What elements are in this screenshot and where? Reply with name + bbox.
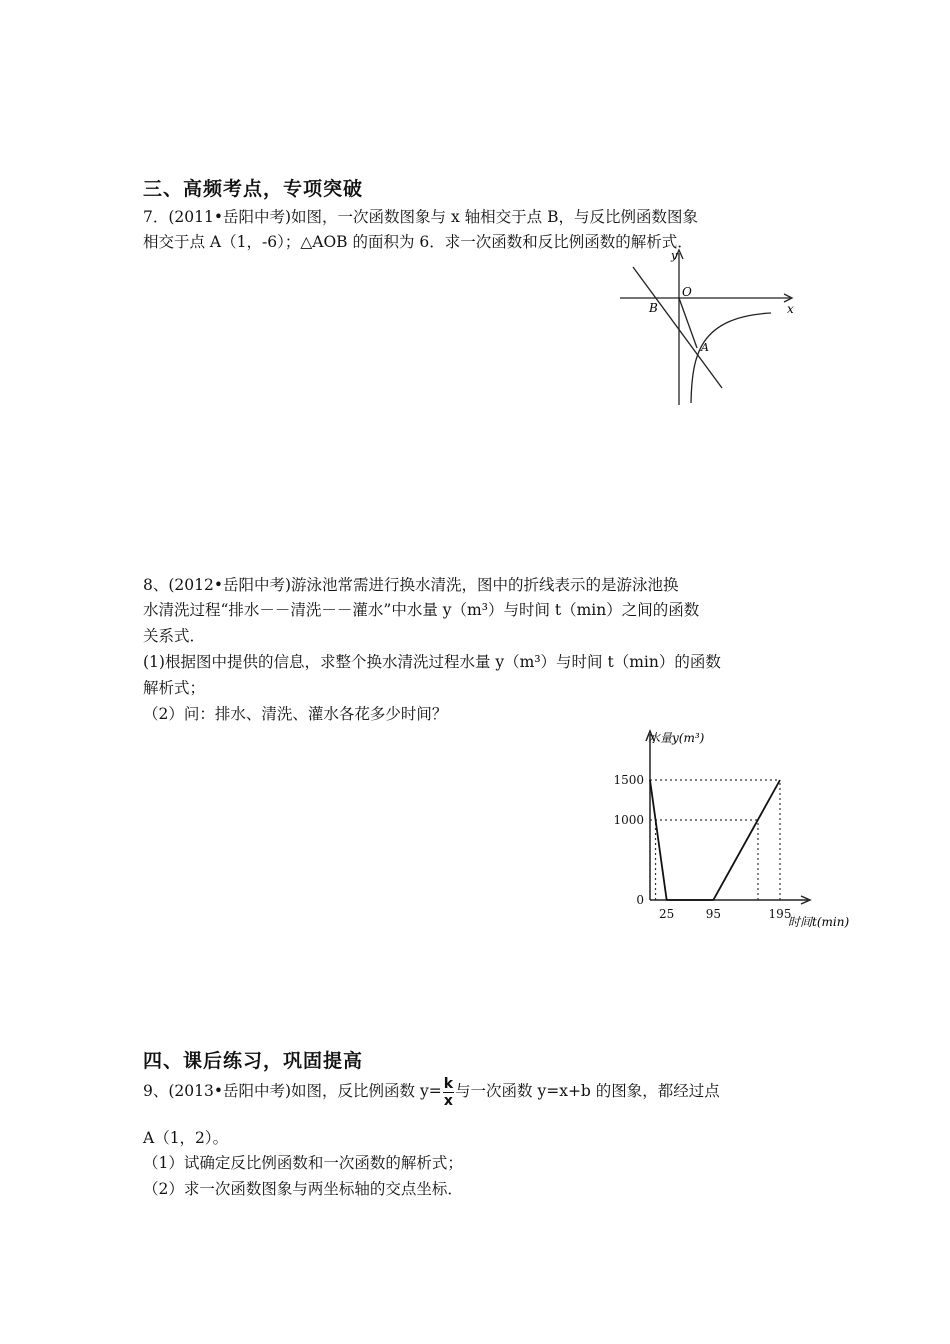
q9-text-line-2: A（1，2）。 (143, 1129, 229, 1147)
label-A: A (701, 341, 709, 354)
q9-fraction (443, 1076, 454, 1109)
q8-text-line-2: 水清洗过程“排水－－清洗－－灌水”中水量 y（m³）与时间 t（min）之间的函数 (143, 601, 700, 619)
q9-fraction-numerator: k (443, 1075, 454, 1092)
linear-function-line (633, 267, 722, 388)
chart-series-segment-1 (650, 780, 667, 900)
section-3-title: 三、高频考点，专项突破 (143, 178, 364, 200)
chart-y-tick-0: 0 (636, 893, 644, 907)
section-4-title: 四、课后练习，巩固提高 (143, 1050, 364, 1072)
chart-series-segment-3 (713, 780, 780, 900)
hyperbola-branch (691, 313, 771, 403)
chart-x-tick-195: 195 (768, 907, 792, 921)
chart-y-tick-1000: 1000 (613, 813, 644, 827)
chart-y-tick-1500: 1500 (613, 773, 644, 787)
q8-text-line-4: (1)根据图中提供的信息，求整个换水清洗过程水量 y（m³）与时间 t（min）的函数 (143, 653, 721, 671)
q7-figure (615, 245, 805, 410)
q9-text-line-3: （1）试确定反比例函数和一次函数的解析式； (143, 1154, 463, 1172)
chart-series-group (650, 780, 780, 900)
q7-text-line-2: 相交于点 A（1，-6）；△AOB 的面积为 6．求一次函数和反比例函数的解析式． (143, 233, 693, 251)
chart-x-label: 时间t(min) (788, 915, 850, 929)
q9-fraction-denominator: x (443, 1092, 453, 1109)
label-O: O (682, 285, 692, 299)
q8-text-line-5: 解析式； (143, 679, 206, 697)
label-x: x (787, 302, 794, 316)
q7-text-line-1: 7．(2011•岳阳中考)如图，一次函数图象与 x 轴相交于点 B，与反比例函数图象 (143, 208, 698, 226)
q8-text-line-3: 关系式． (143, 627, 206, 645)
q8-text-line-6: （2）问：排水、清洗、灌水各花多少时间？ (143, 705, 448, 723)
segment-OA (679, 298, 697, 348)
chart-guides (650, 780, 780, 900)
q8-water-volume-chart (613, 722, 850, 937)
chart-y-label: 水量y(m³) (648, 731, 705, 745)
chart-x-tick-95: 95 (705, 907, 721, 921)
q9-text-line-4: （2）求一次函数图象与两坐标轴的交点坐标． (143, 1180, 463, 1198)
q8-text-line-1: 8、(2012•岳阳中考)游泳池常需进行换水清洗，图中的折线表示的是游泳池换 (143, 576, 679, 594)
chart-x-tick-25: 25 (659, 907, 675, 921)
label-B: B (649, 301, 658, 315)
q9-prefix: 9、(2013•岳阳中考)如图，反比例函数 y= (143, 1082, 442, 1100)
label-y: y (671, 249, 678, 262)
q9-text-line-1 (143, 1074, 720, 1109)
q9-suffix: 与一次函数 y=x+b 的图象，都经过点 (455, 1082, 720, 1100)
